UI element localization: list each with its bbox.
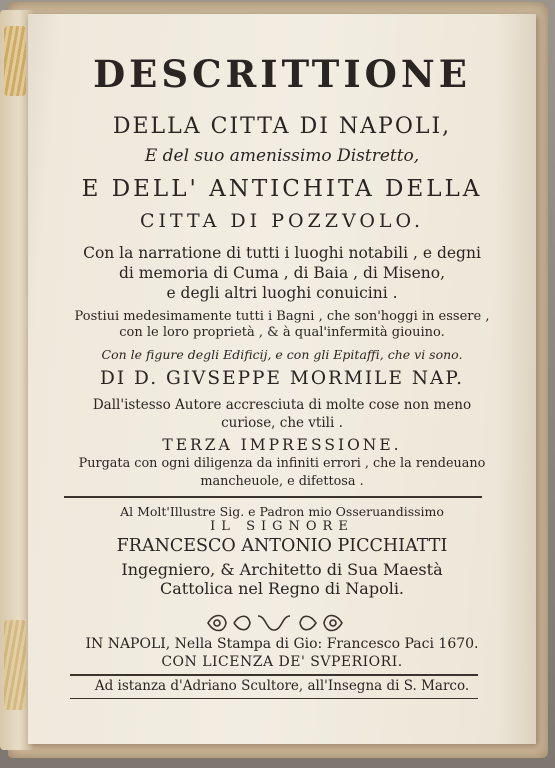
subtitle-line-1: DELLA CITTA DI NAPOLI,	[112, 114, 452, 139]
dedicatee-name: FRANCESCO ANTONIO PICCHIATTI	[116, 536, 448, 556]
body-line: e degli altri luoghi conuicini .	[166, 284, 398, 302]
purged-line: mancheuole, e difettosa .	[200, 474, 364, 489]
divider-rule	[64, 496, 482, 498]
printer-ornament-icon	[200, 610, 350, 636]
dedication-line: IL SIGNORE	[210, 519, 354, 534]
body-line: di memoria di Cuma , di Baia , di Miseno,	[118, 264, 446, 282]
dedication-line: Ingegniero, & Architetto di Sua Maestà	[121, 560, 443, 579]
imprint-line: CON LICENZA DE' SVPERIORI.	[161, 654, 403, 670]
dedication-line: Cattolica nel Regno di Napoli.	[159, 579, 405, 598]
body-line: Postiui medesimamente tutti i Bagni , che son'hoggi in essere ,	[74, 309, 490, 324]
author-line: DI D. GIVSEPPE MORMILE NAP.	[100, 368, 464, 389]
augment-line: Dall'istesso Autore accresciuta di molte cose non meno	[92, 397, 472, 413]
subtitle-line-4: CITTA DI POZZVOLO.	[139, 210, 425, 232]
subtitle-line-2: E del suo amenissimo Distretto,	[144, 146, 420, 166]
purged-line: Purgata con ogni diligenza da infiniti errori , che la rendeuano	[78, 456, 486, 471]
book-title: DESCRITTIONE	[93, 52, 471, 96]
divider-rule	[70, 698, 478, 699]
imprint-line: IN NAPOLI, Nella Stampa di Gio: Francesco Paci 1670.	[85, 636, 479, 652]
edition-line: TERZA IMPRESSIONE.	[162, 436, 402, 454]
divider-rule	[70, 674, 478, 676]
binding-thread-lower	[4, 620, 26, 710]
body-line-italic: Con le figure degli Edificij, e con gli Epitaffi, che vi sono.	[101, 347, 463, 362]
dedication-line: Al Molt'Illustre Sig. e Padron mio Osseruandissimo	[120, 504, 444, 519]
subtitle-line-3: E DELL' ANTICHITA DELLA	[81, 176, 483, 202]
title-page	[28, 14, 536, 744]
augment-line: curiose, che vtili .	[221, 415, 343, 431]
imprint-line: Ad istanza d'Adriano Scultore, all'Insegna di S. Marco.	[94, 678, 470, 694]
body-line: Con la narratione di tutti i luoghi notabili , e degni	[83, 244, 481, 262]
body-line: con le loro proprietà , & à qual'infermità giouino.	[119, 325, 445, 340]
binding-thread	[4, 26, 26, 96]
